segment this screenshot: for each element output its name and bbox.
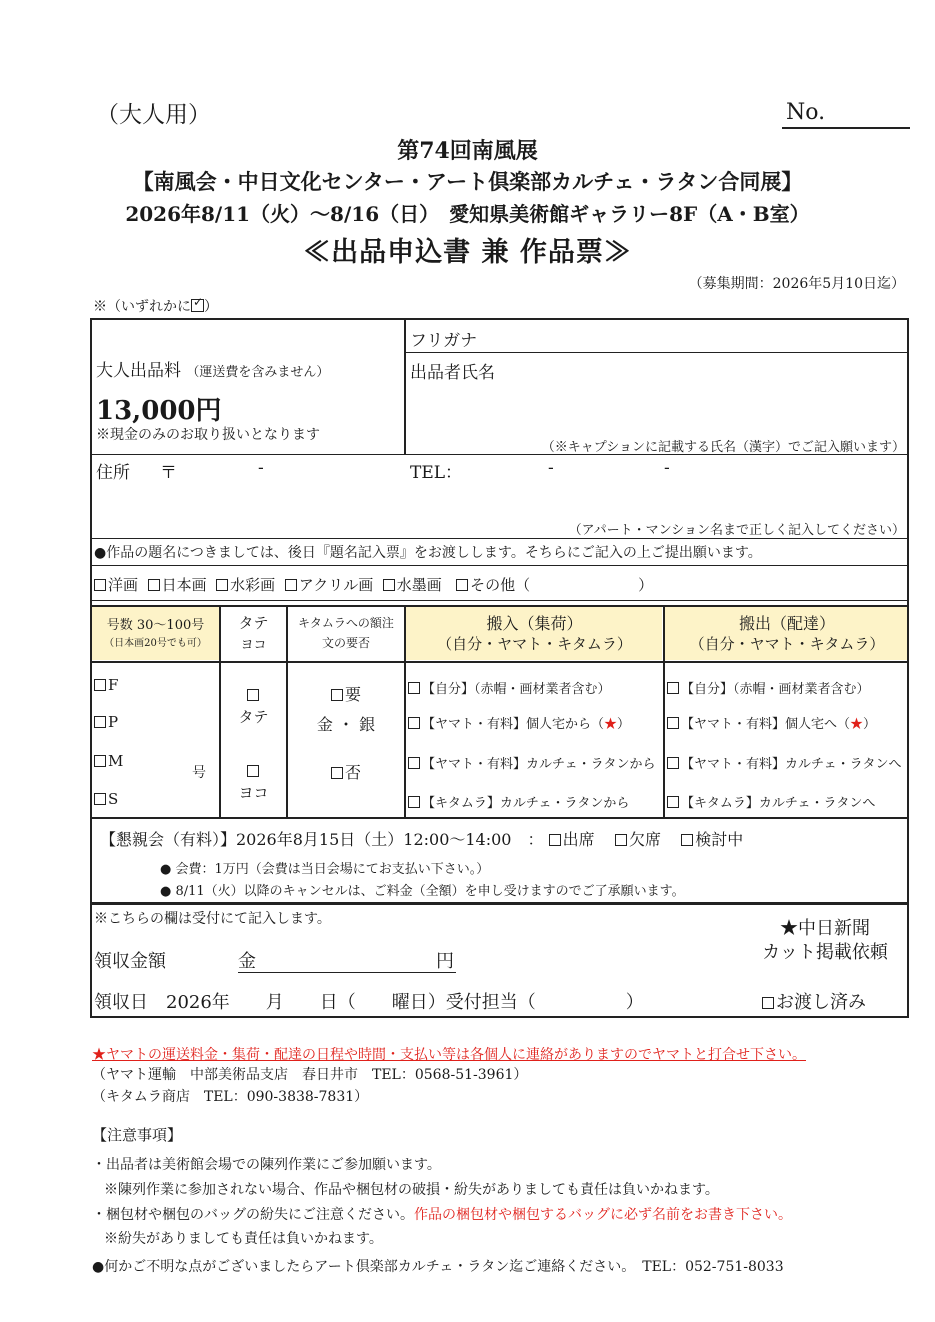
checkbox-icon (549, 834, 561, 846)
genre-nihonga-label: 日本画 (161, 576, 207, 594)
tel-dash-2: - (664, 458, 670, 478)
genre-watercolor[interactable] (216, 576, 275, 594)
genre-oil[interactable] (94, 576, 138, 594)
inbound-self-label: 【自分】（赤帽・画材業者含む） (422, 682, 611, 697)
star-icon: ★ (850, 717, 864, 732)
outbound-yamato-home-label: 【ヤマト・有料】個人宅へ（ (681, 717, 851, 732)
checkbox-icon (331, 767, 343, 779)
checkbox-icon (383, 579, 395, 591)
yamato-notice: ★ヤマトの運送料金・集荷・配達の日程や時間・支払い等は各個人に連絡がありますのでヤマトと打合せ下さい。 (92, 1047, 806, 1063)
orientation-header-tate: タテ (238, 614, 269, 632)
exhibitor-name-field[interactable] (410, 382, 900, 432)
genre-other-close: ） (638, 576, 654, 594)
receipt-kin: 金 (238, 951, 256, 972)
genre-acrylic[interactable] (285, 576, 374, 594)
outbound-header-1: 搬出（配達） (738, 614, 835, 633)
checkbox-icon (331, 689, 343, 701)
exhibition-title: 第74回南風展 (397, 138, 538, 164)
address-field[interactable] (96, 484, 896, 518)
paren-close: ） (617, 717, 631, 732)
checkbox-icon (667, 682, 679, 694)
caution-2: ※陳列作業に参加されない場合、作品や梱包材の破損・紛失がありましても責任は負いかねます。 (104, 1182, 719, 1198)
checkbox-icon (681, 834, 693, 846)
outbound-kitamura-label: 【キタムラ】カルチェ・ラタンへ (681, 796, 876, 811)
orientation-tate-label: タテ (238, 708, 269, 726)
tel-dash-1: - (548, 458, 554, 478)
handed-option[interactable] (762, 988, 866, 1014)
genre-oil-label: 洋画 (108, 576, 139, 594)
size-m-label: M (108, 752, 124, 770)
checkbox-icon (285, 579, 297, 591)
checkbox-icon (94, 716, 106, 728)
checkbox-icon (94, 793, 106, 805)
tel-label: TEL： (410, 463, 463, 483)
fee-amount: 13,000円 (96, 396, 222, 426)
caution-title: 【注意事項】 (92, 1126, 183, 1144)
reception-note: ※こちらの欄は受付にて記入します。 (94, 911, 331, 927)
postal-mark: 〒 (160, 463, 177, 483)
inbound-option-yamato-quartier[interactable] (408, 753, 655, 772)
genre-other[interactable] (456, 576, 530, 594)
checkbox-icon (247, 765, 259, 777)
genre-nihonga[interactable] (148, 576, 207, 594)
checkbox-icon (615, 834, 627, 846)
address-label: 住所 (96, 463, 130, 483)
caution-3 (92, 1204, 792, 1224)
inbound-yamato-home-label: 【ヤマト・有料】個人宅から（ (422, 717, 605, 732)
fee-label-text: 大人出品料 (96, 361, 181, 381)
checkbox-icon (762, 997, 774, 1009)
fee-label (96, 356, 329, 381)
party-attend-option[interactable] (549, 830, 595, 849)
genre-ink[interactable] (383, 576, 442, 594)
checkbox-icon (667, 757, 679, 769)
checkbox-icon (247, 689, 259, 701)
size-header-sub: （日本画20号でも可） (104, 638, 207, 649)
size-p-label: P (108, 713, 119, 731)
number-underline (782, 127, 910, 129)
title-notice: ●作品の題名につきましては、後日『題名記入票』をお渡しします。そちらにご記入の上ご提出願います。 (94, 545, 762, 561)
frame-header-1: キタムラへの額注 (298, 616, 394, 630)
handed-label: お渡し済み (776, 992, 866, 1013)
inbound-option-self[interactable] (408, 678, 611, 697)
frame-need-label: 要 (344, 685, 361, 704)
inbound-option-kitamura[interactable] (408, 792, 629, 811)
party-attend-label: 出席 (562, 830, 595, 849)
checkbox-icon (94, 755, 106, 767)
checkbox-icon (94, 579, 106, 591)
contact-line: ●何かご不明な点がございましたらアート倶楽部カルチェ・ラタン迄ご連絡ください。 TEL：052-751-8033 (92, 1259, 784, 1275)
receipt-amount-underline (238, 972, 456, 973)
checkbox-icon (408, 796, 420, 808)
adult-label: （大人用） (96, 102, 211, 128)
check-instruction (93, 296, 218, 316)
party-fee-note: ● 会費：1万円（会費は当日会場にてお支払い下さい。） (160, 862, 490, 877)
caution-3-text: ・梱包材や梱包のバッグの紛失にご注意ください。 (92, 1207, 414, 1223)
kitamura-contact: （キタムラ商店 TEL：090-3838-7831） (92, 1089, 369, 1105)
checkbox-icon (94, 679, 106, 691)
size-option-m[interactable] (94, 752, 123, 770)
frame-no-label: 否 (344, 763, 361, 782)
size-option-f[interactable] (94, 676, 118, 694)
genre-ink-label: 水墨画 (396, 576, 442, 594)
orientation-yoko-option[interactable] (221, 760, 286, 804)
furigana-field[interactable] (490, 322, 900, 350)
outbound-self-label: 【自分】（赤帽・画材業者含む） (681, 682, 870, 697)
joint-exhibition-title: 【南風会・中日文化センター・アート倶楽部カルチェ・ラタン合同展】 (132, 169, 803, 194)
party-undecided-label: 検討中 (695, 830, 744, 849)
yamato-contact: （ヤマト運輸 中部美術品支店 春日井市 TEL：0568-51-3961） (92, 1067, 528, 1083)
party-cancel-note: ● 8/11（火）以降のキャンセルは、ご料金（全額）を申し受けますのでご了承願います。 (160, 884, 685, 899)
postal-dash: - (258, 458, 264, 478)
chunichi-request-1: ★中日新聞 (780, 918, 870, 939)
party-absent-label: 欠席 (628, 830, 661, 849)
date-venue: 2026年8/11（火）〜8/16（日） 愛知県美術館ギャラリー8F（A・B室） (125, 202, 810, 226)
size-header: 号数 30〜100号 (106, 618, 205, 633)
inbound-kitamura-label: 【キタムラ】カルチェ・ラタンから (422, 796, 630, 811)
party-absent-option[interactable] (615, 830, 661, 849)
size-option-p[interactable] (94, 713, 118, 731)
check-instruction-close: ） (204, 299, 218, 315)
inbound-yamato-quartier-label: 【ヤマト・有料】カルチェ・ラタンから (422, 757, 656, 772)
orientation-tate-option[interactable] (221, 684, 286, 728)
fee-note: （運送費を含みません） (186, 365, 330, 380)
inbound-option-yamato-home[interactable] (408, 713, 630, 732)
checkbox-icon (667, 717, 679, 729)
party-undecided-option[interactable] (681, 830, 743, 849)
check-instruction-text: ※（いずれかに (93, 299, 191, 315)
inbound-header-1: 搬入（集荷） (486, 614, 583, 633)
checkbox-icon (408, 717, 420, 729)
checkbox-icon (408, 757, 420, 769)
outbound-option-yamato-quartier[interactable] (667, 753, 901, 772)
inbound-header-2: （自分・ヤマト・キタムラ） (437, 635, 632, 653)
number-label: No. (786, 100, 826, 125)
genre-row (94, 574, 653, 595)
receipt-amount-label: 領収金額 (94, 951, 166, 972)
outbound-header-2: （自分・ヤマト・キタムラ） (689, 635, 885, 653)
size-option-s[interactable] (94, 790, 118, 808)
frame-color-option[interactable]: 金 ・ 銀 (316, 715, 376, 734)
frame-header-2: 文の要否 (321, 636, 370, 650)
checkbox-icon (456, 579, 468, 591)
exhibitor-name-label: 出品者氏名 (410, 363, 495, 383)
outbound-yamato-quartier-label: 【ヤマト・有料】カルチェ・ラタンへ (681, 757, 902, 772)
size-f-label: F (108, 676, 119, 694)
form-title: ≪出品申込書 兼 作品票≫ (303, 237, 632, 268)
address-note: （アパート・マンション名まで正しく記入してください） (568, 523, 905, 538)
receipt-date-line: 領収日 2026年 月 日（ 曜日）受付担当（ ） (94, 992, 644, 1013)
genre-acrylic-label: アクリル画 (298, 576, 374, 594)
caution-3-red: 作品の梱包材や梱包するバッグに必ず名前をお書き下さい。 (414, 1207, 792, 1223)
orientation-yoko-label: ヨコ (238, 784, 269, 802)
orientation-header-yoko: ヨコ (240, 638, 267, 653)
checkbox-icon (667, 796, 679, 808)
name-caption-note: （※キャプションに記載する氏名（漢字）でご記入願います） (541, 440, 905, 455)
checked-box-icon: ✓ (191, 299, 204, 312)
cash-only-note: ※現金のみのお取り扱いとなります (96, 427, 320, 443)
outbound-option-kitamura[interactable] (667, 792, 875, 811)
party-details: 【懇親会（有料）】2026年8月15日（土）12:00〜14:00 ： (100, 830, 544, 849)
genre-other-label: その他（ (470, 576, 531, 594)
receipt-yen: 円 (436, 951, 454, 972)
genre-watercolor-label: 水彩画 (230, 576, 276, 594)
checkbox-icon (216, 579, 228, 591)
outbound-option-yamato-home[interactable] (667, 713, 876, 732)
star-icon: ★ (604, 717, 618, 732)
chunichi-request-2: カット掲載依頼 (762, 942, 888, 963)
size-unit: 号 (192, 765, 206, 781)
party-line (100, 827, 743, 850)
checkbox-icon (148, 579, 160, 591)
paren-close: ） (863, 717, 877, 732)
caution-1: ・出品者は美術館会場での陳列作業にご参加願います。 (92, 1157, 441, 1173)
checkbox-icon (408, 682, 420, 694)
application-period: （募集期間：2026年5月10日迄） (688, 276, 905, 292)
size-s-label: S (108, 790, 119, 808)
furigana-label: フリガナ (410, 331, 478, 351)
frame-no-option[interactable] (288, 760, 404, 783)
outbound-option-self[interactable] (667, 678, 870, 697)
caution-4: ※紛失がありましても責任は負いかねます。 (104, 1231, 383, 1247)
frame-need-option[interactable] (288, 682, 404, 705)
